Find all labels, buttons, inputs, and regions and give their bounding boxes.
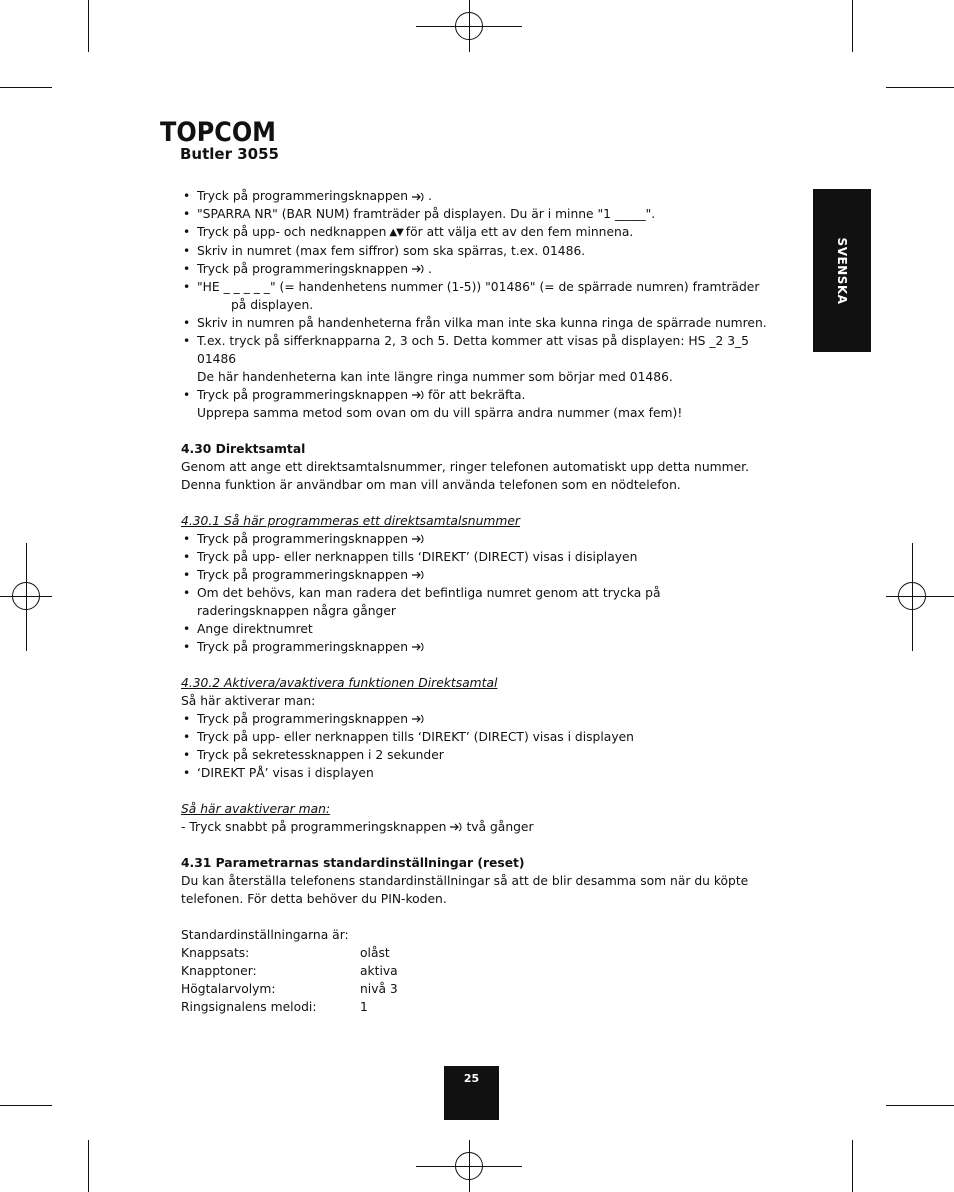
list-item: • Tryck på programmeringsknappen xyxy=(181,566,781,584)
crop-mark xyxy=(852,0,853,52)
list-item: • T.ex. tryck på sifferknapparna 2, 3 och 5. Detta kommer att visas på displayen: HS _2 3_5 xyxy=(181,332,781,350)
list-item: • "HE _ _ _ _ _" (= handenhetens nummer (1-5)) "01486" (= de spärrade numren) framträder xyxy=(181,278,781,296)
list-item-continuation: på displayen. xyxy=(231,297,314,312)
list-item: • "SPARRA NR" (BAR NUM) framträder på displayen. Du är i minne "1 _____". xyxy=(181,205,781,223)
paragraph: Genom att ange ett direktsamtalsnummer, ringer telefonen automatiskt upp detta nummer. xyxy=(181,459,749,474)
defaults-row: Ringsignalens melodi: 1 xyxy=(181,999,368,1014)
section-heading: 4.30 Direktsamtal xyxy=(181,441,306,456)
list-item-continuation: De här handenheterna kan inte längre ringa nummer som börjar med 01486. xyxy=(197,369,673,384)
list-item: • Skriv in numret (max fem siffror) som ska spärras, t.ex. 01486. xyxy=(181,242,781,260)
list-item: • Tryck på programmeringsknappen xyxy=(181,638,781,656)
logo-t: TOPCOM xyxy=(160,117,276,146)
paragraph: Standardinställningarna är: xyxy=(181,927,349,942)
product-name: Butler 3055 xyxy=(180,145,279,163)
subsection-heading: Så här avaktiverar man: xyxy=(181,801,331,816)
crop-mark xyxy=(886,1105,954,1106)
page-number: 25 xyxy=(444,1066,499,1120)
list-item: • ‘DIREKT PÅ’ visas i displayen xyxy=(181,764,781,782)
list-item: • Tryck på upp- eller nerknappen tills ‘DIREKT’ (DIRECT) visas i displayen xyxy=(181,728,781,746)
list-item-continuation: raderingsknappen några gånger xyxy=(197,603,396,618)
program-key-icon xyxy=(411,570,425,580)
crop-mark xyxy=(0,1105,52,1106)
list-item: • Om det behövs, kan man radera det befintliga numret genom att trycka på xyxy=(181,584,781,602)
paragraph: - Tryck snabbt på programmeringsknappen två gånger xyxy=(181,819,534,834)
paragraph: Du kan återställa telefonens standardinställningar så att de blir desamma som när du köpte xyxy=(181,873,749,888)
program-key-icon xyxy=(411,264,425,274)
list-item-continuation: 01486 xyxy=(197,351,237,366)
program-key-icon xyxy=(411,534,425,544)
crop-mark xyxy=(886,87,954,88)
program-key-icon xyxy=(449,822,463,832)
list-item: • Tryck på programmeringsknappen . xyxy=(181,260,781,278)
list-item-continuation: Upprepa samma metod som ovan om du vill spärra andra nummer (max fem)! xyxy=(197,405,683,420)
crop-mark xyxy=(88,1140,89,1192)
crop-mark xyxy=(88,0,89,52)
defaults-row: Högtalarvolym: nivå 3 xyxy=(181,981,398,996)
list-item: • Tryck på programmeringsknappen . xyxy=(181,187,781,205)
section-heading: 4.31 Parametrarnas standardinställningar (reset) xyxy=(181,855,525,870)
language-tab-label: SVENSKA xyxy=(835,237,849,304)
crop-mark xyxy=(852,1140,853,1192)
program-key-icon xyxy=(411,714,425,724)
subsection-heading: 4.30.1 Så här programmeras ett direktsamtalsnummer xyxy=(181,513,520,528)
paragraph: Denna funktion är användbar om man vill använda telefonen som en nödtelefon. xyxy=(181,477,681,492)
up-down-arrows-icon: ▲▼ xyxy=(389,226,403,238)
registration-circle xyxy=(455,1152,483,1180)
subsection-heading: 4.30.2 Aktivera/avaktivera funktionen Direktsamtal xyxy=(181,675,498,690)
registration-circle xyxy=(898,582,926,610)
list-item: • Skriv in numren på handenheterna från vilka man inte ska kunna ringa de spärrade numren. xyxy=(181,314,781,332)
program-key-icon xyxy=(411,192,425,202)
list-item: • Tryck på upp- och nedknappen ▲▼ för att välja ett av den fem minnena. xyxy=(181,223,781,242)
defaults-row: Knappsats: olåst xyxy=(181,945,390,960)
brand-logo xyxy=(160,116,278,146)
language-tab xyxy=(813,189,871,352)
list-item: • Tryck på programmeringsknappen för att bekräfta. xyxy=(181,386,781,404)
program-key-icon xyxy=(411,390,425,400)
defaults-row: Knapptoner: aktiva xyxy=(181,963,398,978)
crop-mark xyxy=(0,87,52,88)
paragraph: Så här aktiverar man: xyxy=(181,693,316,708)
list-item: • Tryck på upp- eller nerknappen tills ‘DIREKT’ (DIRECT) visas i disiplayen xyxy=(181,548,781,566)
main-content xyxy=(181,187,781,1016)
list-item: • Tryck på programmeringsknappen xyxy=(181,710,781,728)
program-key-icon xyxy=(411,642,425,652)
list-item: • Tryck på programmeringsknappen xyxy=(181,530,781,548)
list-item: • Ange direktnumret xyxy=(181,620,781,638)
registration-circle xyxy=(12,582,40,610)
paragraph: telefonen. För detta behöver du PIN-koden. xyxy=(181,891,447,906)
registration-circle xyxy=(455,12,483,40)
list-item: • Tryck på sekretessknappen i 2 sekunder xyxy=(181,746,781,764)
